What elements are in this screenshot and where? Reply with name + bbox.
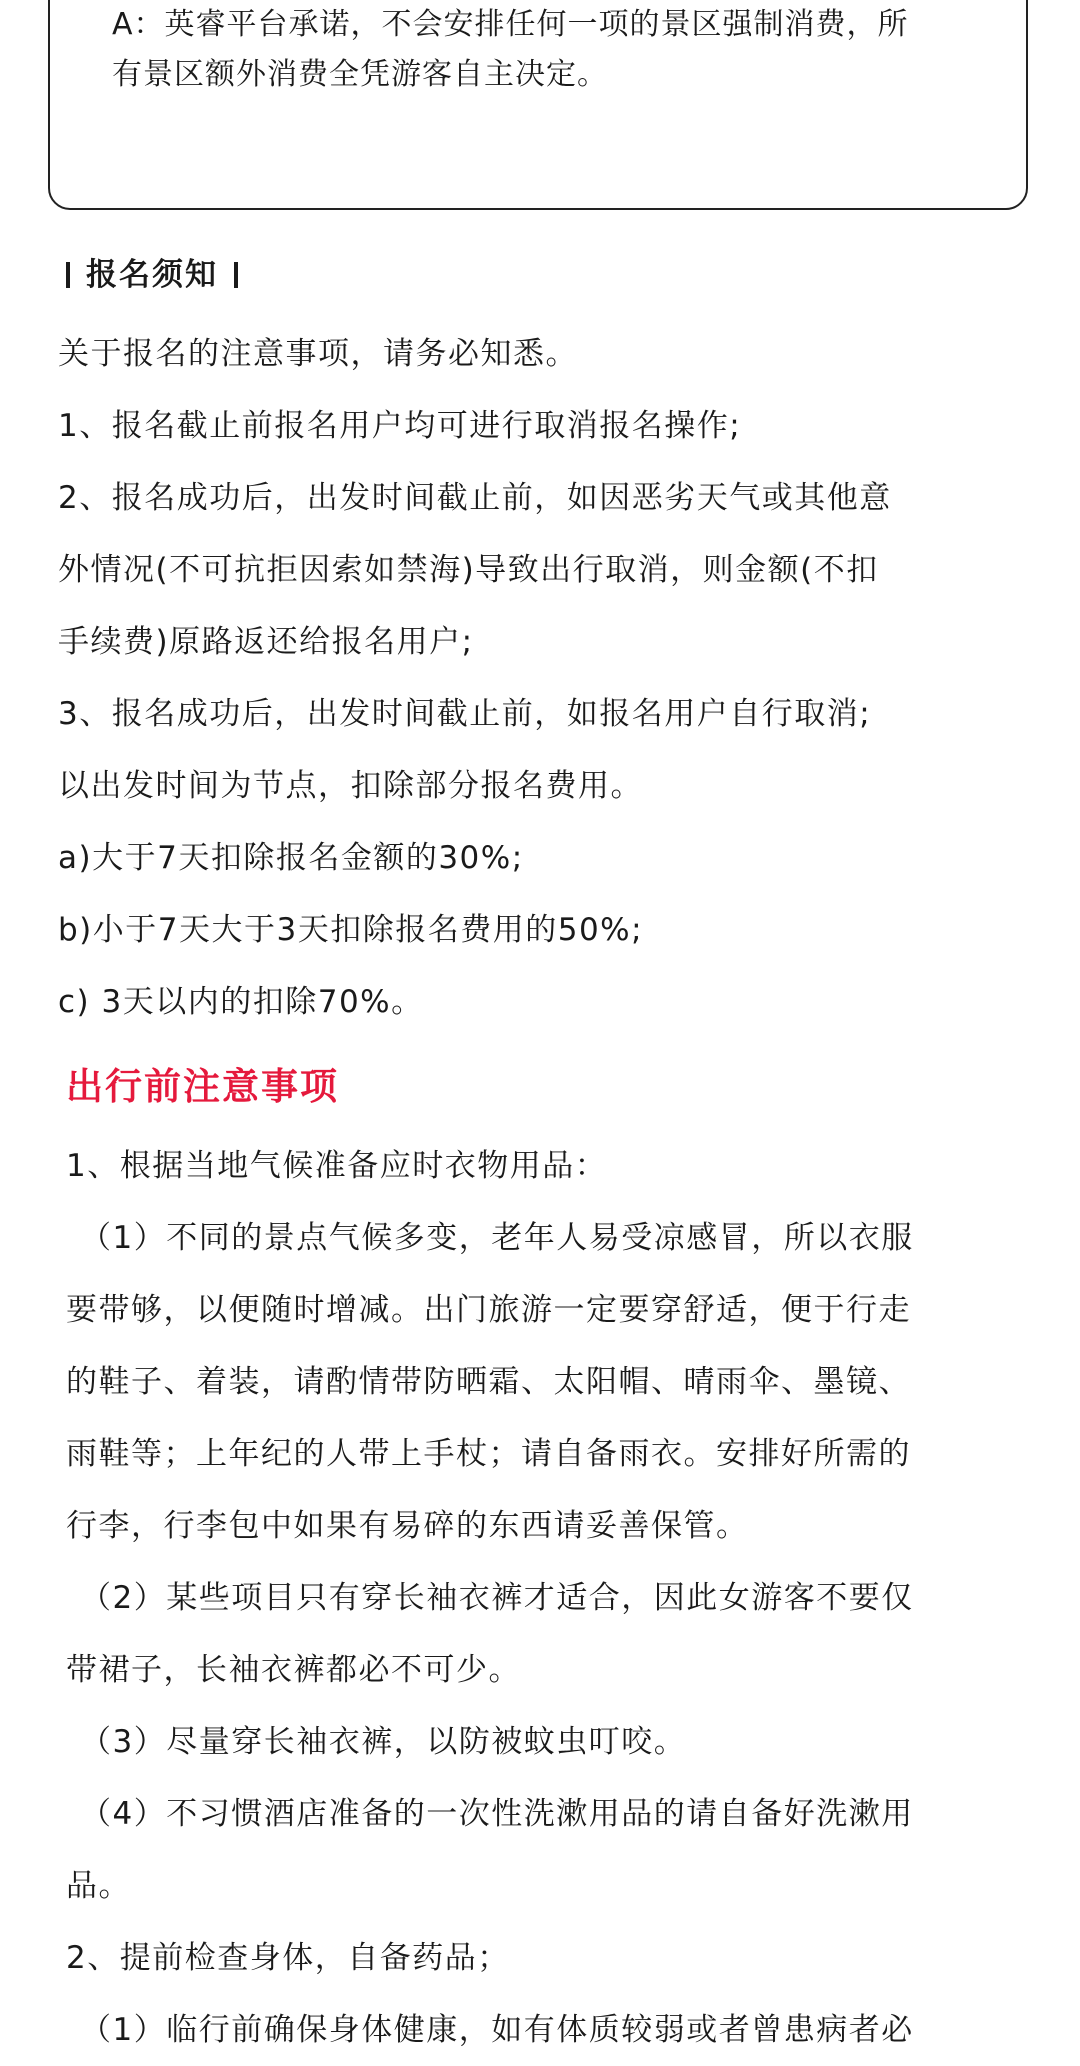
heading-bar-right — [234, 262, 238, 288]
registration-line: 手续费)原路返还给报名用户; — [58, 624, 474, 660]
travel-note-line: 品。 — [66, 1868, 131, 1904]
heading-bar-left — [66, 262, 70, 288]
registration-line: 关于报名的注意事项，请务必知悉。 — [58, 336, 578, 372]
travel-note-line: 行李，行李包中如果有易碎的东西请妥善保管。 — [66, 1508, 749, 1544]
registration-line: a)大于7天扣除报名金额的30%; — [58, 840, 524, 876]
travel-note-line: 的鞋子、着装，请酌情带防晒霜、太阳帽、晴雨伞、墨镜、 — [66, 1364, 911, 1400]
travel-note-line: （1）临行前确保身体健康，如有体质较弱或者曾患病者必 — [80, 2012, 914, 2048]
travel-notes-heading: 出行前注意事项 — [66, 1065, 339, 1108]
registration-notes — [58, 318, 1038, 1038]
travel-note-line: （2）某些项目只有穿长袖衣裤才适合，因此女游客不要仅 — [80, 1580, 914, 1616]
registration-line: b)小于7天大于3天扣除报名费用的50%; — [58, 912, 644, 948]
travel-note-line: （4）不习惯酒店准备的一次性洗漱用品的请自备好洗漱用 — [80, 1796, 914, 1832]
travel-note-line: （3）尽量穿长袖衣裤，以防被蚊虫叮咬。 — [80, 1724, 687, 1760]
registration-line: 2、报名成功后，出发时间截止前，如因恶劣天气或其他意 — [58, 480, 892, 516]
registration-title: 报名须知 — [86, 257, 218, 293]
registration-line: c) 3天以内的扣除70%。 — [58, 984, 424, 1020]
registration-heading — [66, 250, 238, 300]
registration-line: 以出发时间为节点，扣除部分报名费用。 — [58, 768, 643, 804]
faq-answer-line: A：英睿平台承诺，不会安排任何一项的景区强制消费，所 — [112, 7, 909, 42]
travel-note-line: 带裙子，长袖衣裤都必不可少。 — [66, 1652, 521, 1688]
travel-note-line: 1、根据当地气候准备应时衣物用品： — [66, 1148, 608, 1184]
travel-note-line: 要带够，以便随时增减。出门旅游一定要穿舒适，便于行走 — [66, 1292, 911, 1328]
travel-note-line: 雨鞋等；上年纪的人带上手杖；请自备雨衣。安排好所需的 — [66, 1436, 911, 1472]
faq-answer-line: 有景区额外消费全凭游客自主决定。 — [112, 57, 608, 92]
registration-line: 外情况(不可抗拒因索如禁海)导致出行取消，则金额(不扣 — [58, 552, 879, 588]
travel-note-line: （1）不同的景点气候多变，老年人易受凉感冒，所以衣服 — [80, 1220, 914, 1256]
travel-note-line: 2、提前检查身体，自备药品； — [66, 1940, 510, 1976]
registration-line: 3、报名成功后，出发时间截止前，如报名用户自行取消; — [58, 696, 872, 732]
registration-line: 1、报名截止前报名用户均可进行取消报名操作; — [58, 408, 742, 444]
faq-answer-text — [112, 0, 992, 100]
travel-notes — [66, 1130, 1046, 2066]
